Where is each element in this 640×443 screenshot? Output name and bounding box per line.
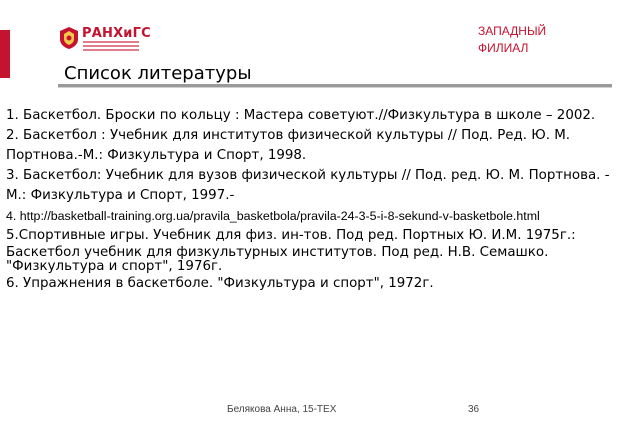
reference-item: 6. Упражнения в баскетболе. "Физкультура и спорт", 1972г. — [6, 276, 434, 291]
branch-line-2: ФИЛИАЛ — [478, 41, 529, 55]
title-rule-shadow — [58, 87, 612, 88]
page-number: 36 — [468, 404, 480, 415]
footer-author: Белякова Анна, 15-ТЕХ — [227, 404, 337, 415]
reference-item-link[interactable]: 4. http://basketball-training.org.ua/pravila_basketbola/pravila-24-3-5-i-8-sekund-v-basketbole.html — [6, 209, 540, 223]
branch-label — [478, 23, 546, 57]
reference-item: 5.Спортивные игры. Учебник для физ. ин-тов. Под ред. Портных Ю. И.М. 1975г.: — [6, 228, 576, 243]
emblem-icon — [58, 26, 80, 50]
ranepa-logo — [58, 26, 151, 54]
logo-subtitle-lines — [83, 41, 139, 51]
reference-item: 3. Баскетбол: Учебник для вузов физической культуры // Под. ред. Ю. М. Портнова. - М.: Физкультура и Спорт, 1997.- — [6, 168, 610, 203]
branch-line-1: ЗАПАДНЫЙ — [478, 24, 547, 38]
reference-item: Баскетбол учебник для физкультурных институтов. Под ред. Н.В. Семашко. "Физкультура и спорт", 1976г. — [6, 245, 549, 274]
slide-title: Список литературы — [64, 63, 252, 84]
accent-bar — [0, 30, 10, 78]
logo-text: РАНХиГС — [82, 26, 151, 41]
reference-item: 2. Баскетбол : Учебник для институтов физической культуры // Под. Ред. Ю. М. Портнова.-М.: Физкультура и Спорт, 1998. — [6, 128, 571, 163]
reference-list — [6, 106, 626, 294]
reference-item: 1. Баскетбол. Броски по кольцу : Мастера советуют.//Физкультура в школе – 2002. — [6, 108, 596, 123]
